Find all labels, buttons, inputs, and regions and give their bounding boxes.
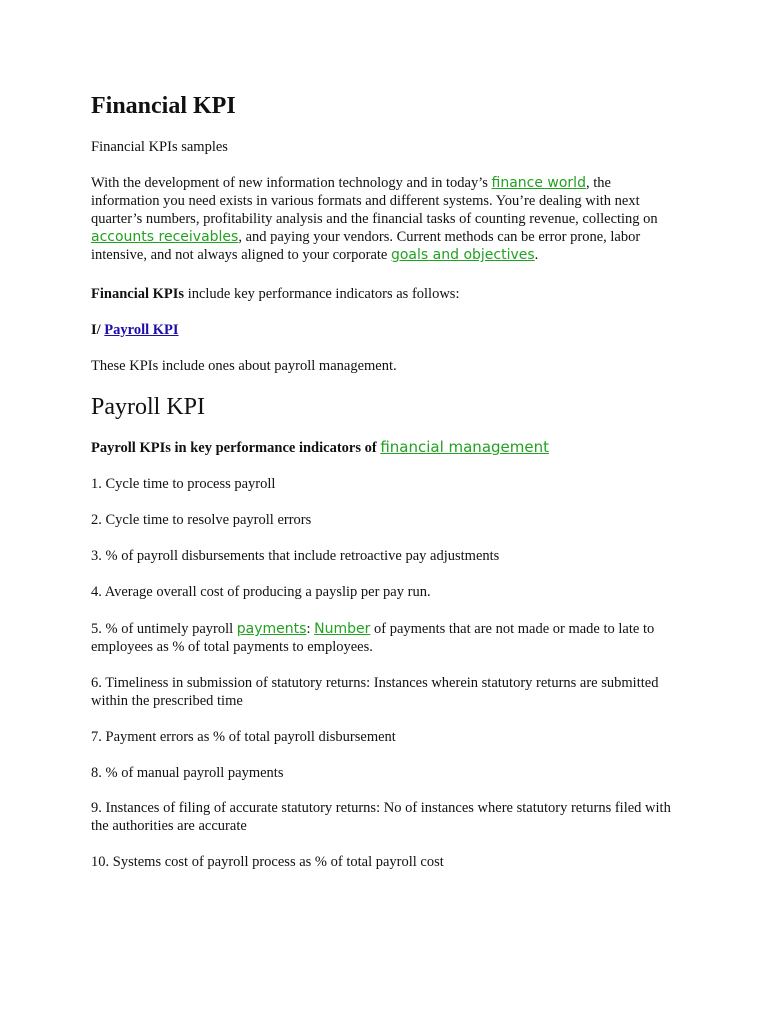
intro-paragraph (91, 174, 671, 264)
payments-link[interactable]: payments (236, 621, 307, 637)
list-item: 4. Average overall cost of producing a payslip per pay run. (91, 584, 431, 600)
list-item: 2. Cycle time to resolve payroll errors (91, 512, 312, 528)
list-item (91, 620, 671, 656)
kpi-intro-paragraph (91, 285, 671, 303)
goals-objectives-link[interactable]: goals and objectives (390, 247, 535, 263)
kpi-intro-text: include key performance indicators as follows: (184, 286, 460, 302)
list-item: 1. Cycle time to process payroll (91, 476, 276, 492)
finance-world-link[interactable]: finance world (491, 175, 586, 191)
item5-text: 5. % of untimely payroll (91, 621, 237, 637)
intro-text-d: . (534, 247, 539, 263)
list-item: 7. Payment errors as % of total payroll disbursement (91, 729, 396, 745)
list-item: 9. Instances of filing of accurate statutory returns: No of instances where statutory returns filed with the authorities are accurate (91, 800, 671, 834)
intro-text-a: With the development of new information technology and in today’s (91, 175, 492, 191)
list-item: 10. Systems cost of payroll process as % of total payroll cost (91, 854, 444, 870)
payroll-intro-paragraph: These KPIs include ones about payroll management. (91, 358, 397, 374)
list-item: 6. Timeliness in submission of statutory returns: Instances wherein statutory returns are submitted within the prescribed time (91, 675, 659, 709)
intro-text-b: , the information you need exists in various formats and different systems. You’re dealing with next quarter’s numbers, profitability analysis and the financial tasks of counting revenue, collecting on (91, 175, 658, 227)
item5-sep: : (306, 621, 315, 637)
payroll-subheading-text: Payroll KPIs in key performance indicators of (91, 440, 381, 456)
section-heading (91, 321, 671, 339)
accounts-receivables-link[interactable]: accounts receivables (91, 229, 239, 245)
section-prefix: I/ (91, 322, 105, 338)
list-item: 8. % of manual payroll payments (91, 765, 284, 781)
payroll-heading: Payroll KPI (91, 394, 205, 420)
financial-management-link[interactable]: financial management (380, 438, 549, 456)
kpi-intro-bold: Financial KPIs (91, 286, 185, 302)
list-item: 3. % of payroll disbursements that include retroactive pay adjustments (91, 548, 500, 564)
payroll-subheading (91, 438, 671, 457)
intro-text-c: , and paying your vendors. Current methods can be error prone, labor intensive, and not always aligned to your corporate (91, 229, 641, 263)
number-link[interactable]: Number (314, 621, 371, 637)
item5-rest: of payments that are not made or made to late to employees as % of total payments to employees. (91, 621, 655, 655)
subtitle: Financial KPIs samples (91, 139, 228, 155)
payroll-kpi-link[interactable]: Payroll KPI (104, 322, 179, 338)
page-title: Financial KPI (91, 93, 236, 119)
